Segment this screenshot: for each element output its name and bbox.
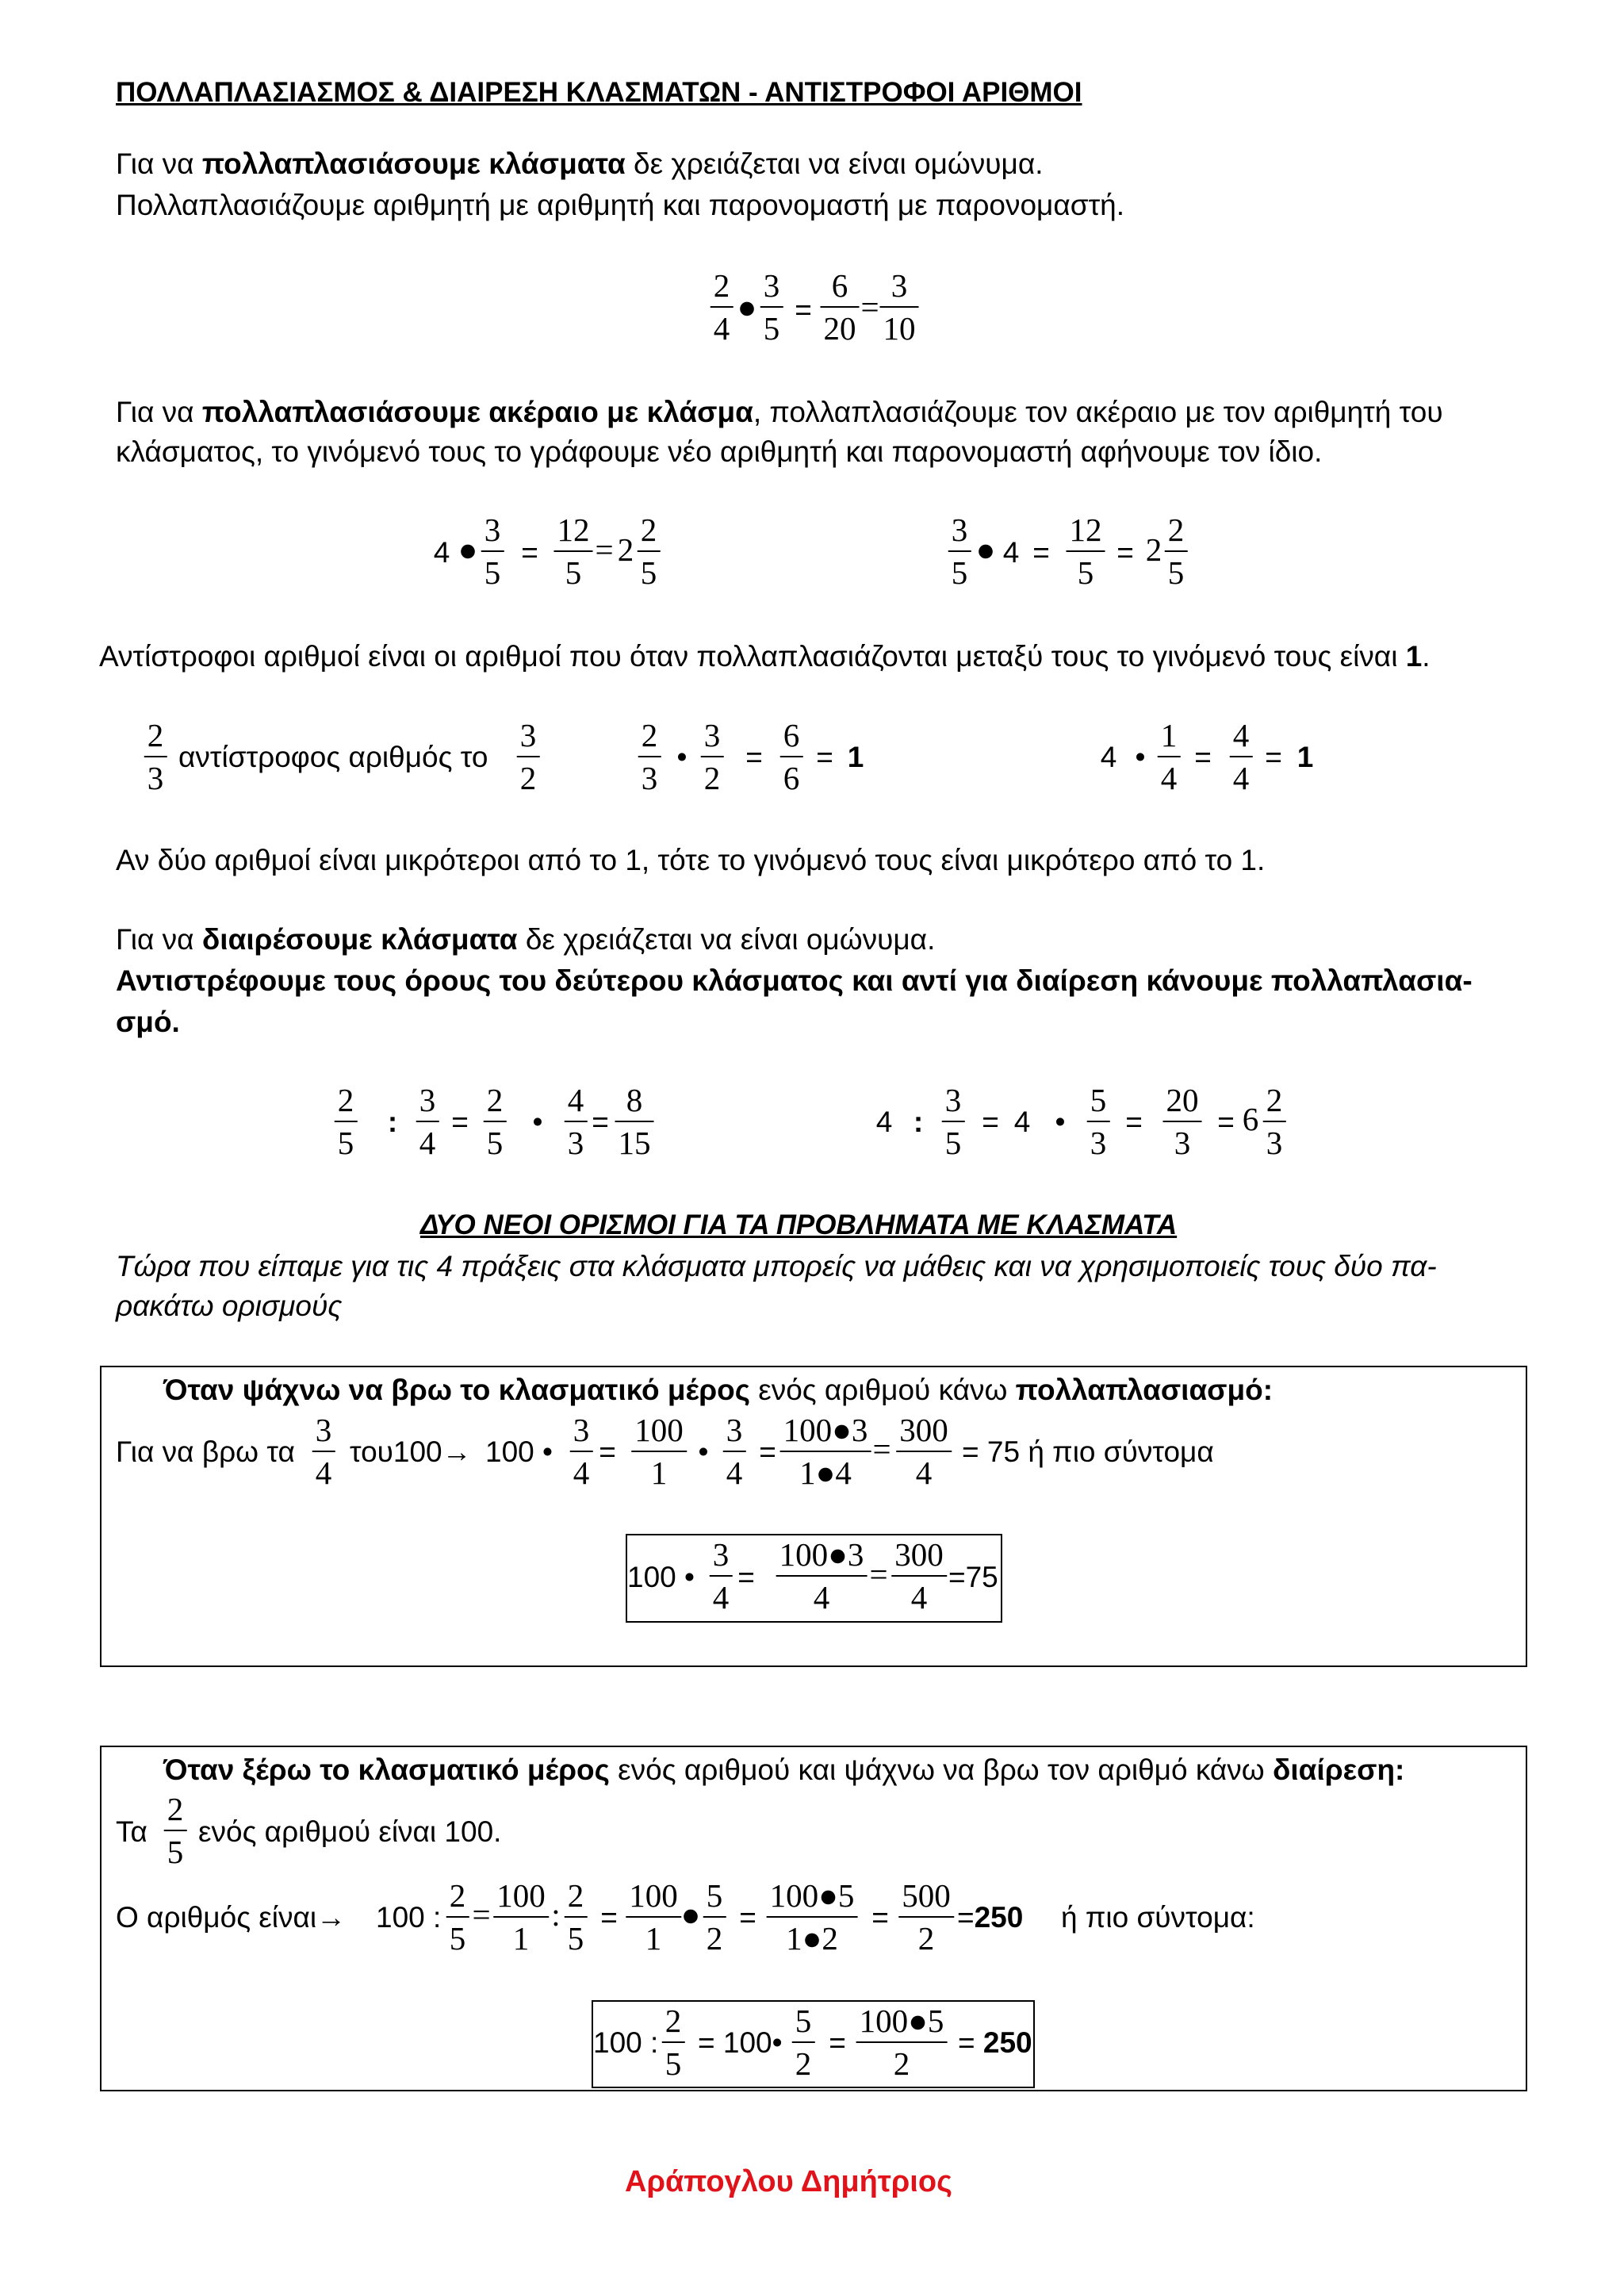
rule-multiply-fractions: Για να πολλαπλασιάσουμε κλάσματα δε χρειάζεται να είναι ομώνυμα.: [116, 148, 1044, 180]
fraction: 3 10: [880, 268, 919, 346]
section-heading: ΔΥΟ ΝΕΟΙ ΟΡΙΣΜΟΙ ΓΙΑ ΤΑ ΠΡΟΒΛΗΜΑΤΑ ΜΕ ΚΛΑΣΜΑΤΑ: [420, 1209, 1178, 1240]
rule-integer-times-fraction: Για να πολλαπλασιάσουμε ακέραιο με κλάσμα, πολλαπλασιάζουμε τον ακέραιο με τον αριθμητή του: [116, 396, 1443, 428]
less-than-one-note: Αν δύο αριθμοί είναι μικρότεροι από το 1, τότε το γινόμενό τους είναι μικρότερο από το 1.: [116, 844, 1266, 876]
reciprocal-definition: Αντίστροφοι αριθμοί είναι οι αριθμοί που όταν πολλαπλασιάζονται μεταξύ τους το γινόμενό τους είναι 1.: [99, 640, 1431, 673]
page-title: ΠΟΛΛΑΠΛΑΣΙΑΣΜΟΣ & ΔΙΑΙΡΕΣΗ ΚΛΑΣΜΑΤΩΝ - ΑΝΤΙΣΤΡΟΦΟΙ ΑΡΙΘΜΟΙ: [116, 77, 1082, 108]
rule-divide-detail: Αντιστρέφουμε τους όρους του δεύτερου κλάσματος και αντί για διαίρεση κάνουμε πολλαπλασια-: [116, 964, 1473, 997]
box1-heading: Όταν ψάχνω να βρω το κλασματικό μέρος ενός αριθμού κάνω πολλαπλασιασμό:: [163, 1374, 1274, 1406]
rule-divide-detail-cont: σμό.: [116, 1006, 180, 1038]
rule-divide-fractions: Για να διαιρέσουμε κλάσματα δε χρειάζεται να είναι ομώνυμα.: [116, 923, 936, 956]
section-intro-cont: ρακάτω ορισμούς: [116, 1290, 343, 1322]
reciprocal-label: αντίστροφος αριθμός το: [178, 741, 488, 773]
rule-multiply-detail: Πολλαπλασιάζουμε αριθμητή με αριθμητή και παρονομαστή με παρονομαστή.: [116, 189, 1125, 221]
rule-integer-times-fraction-detail: κλάσματος, το γινόμενό τους το γράφουμε νέο αριθμητή και παρονομαστή αφήνουμε τον ίδιο.: [116, 435, 1323, 468]
author-name: Αράπογλου Δημήτριος: [625, 2165, 952, 2198]
fraction: 6 20: [821, 268, 860, 346]
fraction: 2 4: [710, 268, 733, 346]
section-intro: Τώρα που είπαμε για τις 4 πράξεις στα κλάσματα μπορείς να μάθεις και να χρησιμοποιείς τους δύο πα-: [116, 1250, 1437, 1282]
box2-heading: Όταν ξέρω το κλασματικό μέρος ενός αριθμού και ψάχνω να βρω τον αριθμό κάνω διαίρεση:: [163, 1754, 1405, 1786]
fraction: 3 5: [760, 268, 783, 346]
